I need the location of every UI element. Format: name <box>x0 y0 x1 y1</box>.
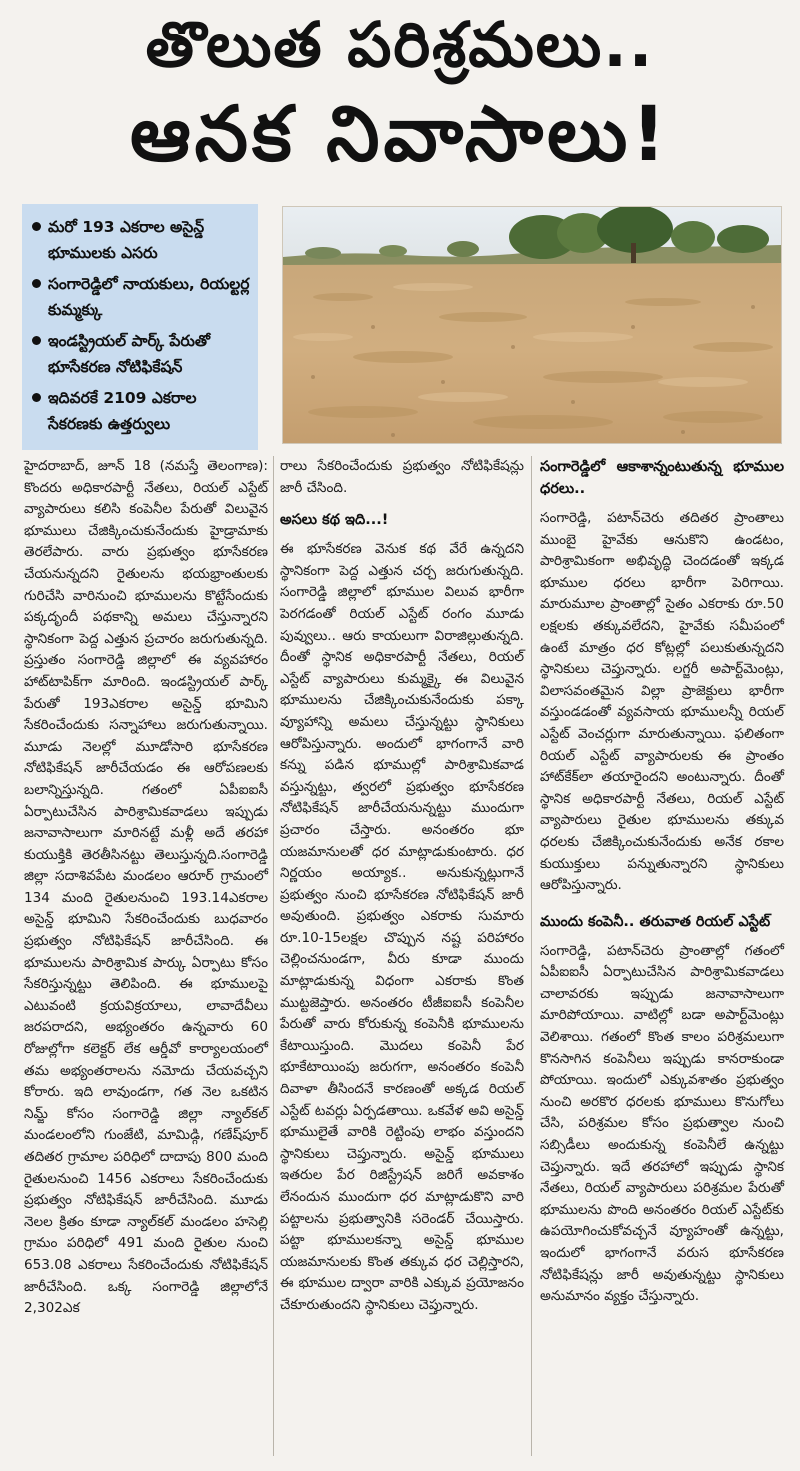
column-divider <box>531 456 532 1456</box>
subheading: సంగారెడ్డిలో ఆకాశాన్నంటుతున్న భూముల ధరలు.. <box>540 459 784 497</box>
subheading: ముందు కంపెనీ.. తరువాత రియల్ ఎస్టేట్ <box>540 913 771 930</box>
article-paragraph: సంగారెడ్డి, పటాన్‌చెరు తదితర ప్రాంతాలు ముంబై హైవేకు ఆనుకొని ఉండటం, పారిశ్రామికంగా అభివృద్ధి చెందడంతో ఇక్కడ భూముల ధరలు భారీగా పెరిగాయి. మారుమూల ప్రాంతాల్లో సైతం ఎకరాకు రూ.50 లక్షలకు తక్కువలేదని, హైవేకు సమీపంలో ఉంటే మాత్రం ధర కోట్లల్లో పలుకుతున్నదని స్థానికులు చెప్తున్నారు. లగ్జరీ అపార్ట్‌మెంట్లు, విలాసవంతమైన విల్లా ప్రాజెక్టులు భారీగా వస్తుండడంతో వ్యవసాయ భూములన్నీ రియల్ ఎస్టేట్ వెంచర్లుగా మారుతున్నాయి. ఫలితంగా రియల్ ఎస్టేట్ వ్యాపారులకు ఈ ప్రాంతం హాట్‌కేక్‌లా తయారైందని అంటున్నారు. దీంతో స్థానిక అధికారపార్టీ నేతలు, రియల్ ఎస్టేట్ వ్యాపారులు రైతుల భూములను తక్కువ ధరలకు చేజిక్కించుకునేందుకు అనేక రకాల కుయుక్తులు పన్నుతున్నారని స్థానికులు ఆరోపిస్తున్నారు. <box>540 510 784 894</box>
highlights-box <box>22 204 258 450</box>
headline-line-2: ఆనక నివాసాలు! <box>130 89 670 178</box>
article-paragraph: ఈ భూసేకరణ వెనుక కథ వేరే ఉన్నదని స్థానికంగా పెద్ద ఎత్తున చర్చ జరుగుతున్నది. సంగారెడ్డి జిల్లాలో భూముల విలువ భారీగా పెరగడంతో రియల్ ఎస్టేట్ రంగం మూడు పువ్వులు.. ఆరు కాయలుగా విరాజిల్లుతున్నది. దీంతో స్థానిక అధికారపార్టీ నేతలు, రియల్ ఎస్టేట్ వ్యాపారులు కుమ్మక్కై ఈ విలువైన భూములను చేజిక్కించుకునేందుకు పక్కా వ్యూహాన్ని అమలు చేస్తున్నట్టు స్థానికులు ఆరోపిస్తున్నారు. అందులో భాగంగానే వారి కన్ను పడిన భూముల్లో పారిశ్రామికవాడ వస్తున్నట్టు, త్వరలో ప్రభుత్వం భూసేకరణ నోటిఫికేషన్ జారీచేయనున్నట్టు ముందుగా ప్రచారం చేస్తారు. అనంతరం భూ యజమానులతో ధర మాట్లాడుకుంటారు. ధర నిర్ణయం అయ్యాక.. అనుకున్నట్లుగానే ప్రభుత్వం నుంచి భూసేకరణ నోటిఫికేషన్ జారీ అవుతుంది. ప్రభుత్వం ఎకరాకు సుమారు రూ.10-15లక్షల చొప్పున నష్ట పరిహారం చెల్లించనుండగా, వీరు కూడా ముందు మాట్లాడుకున్న విధంగా ఎకరాకు కొంత ముట్టజెప్తారు. అనంతరం టీజీఐఐసీ కంపెనీల పేరుతో వారు కోరుకున్న కంపెనీకి భూములను కేటాయిస్తుంది. మొదలు కంపెనీ పేర భూకేటాయింపు జరుగగా, అనంతరం కంపెనీ దివాళా తీసిందనే కారణంతో అక్కడ రియల్ ఎస్టేట్ టవర్లు ఏర్పడతాయి. ఒకవేళ అవి అసైన్డ్ భూములైతే వారికి రెట్టింపు లాభం వస్తుందని స్థానికులు చెప్తున్నారు. అసైన్డ్ భూములు ఇతరుల పేర రిజిస్ట్రేషన్ జరిగే అవకాశం లేనందున ముందుగా ధర మాట్లాడుకొని వారి పట్టాలను ప్రభుత్వానికి సరెండర్ చేయిస్తారు. పట్టా భూములకన్నా అసైన్డ్ భూముల యజమానులకు కొంత తక్కువ ధర చెల్లిస్తారని, ఈ భూముల ద్వారా వారికి ఎక్కువ ప్రయోజనం చేకూరుతుందని స్థానికులు చెప్తున్నారు. <box>280 541 524 1313</box>
subheading: అసలు కథ ఇది...! <box>280 512 389 529</box>
headline-line-1: తొలుత పరిశ్రమలు.. <box>145 8 655 81</box>
article-paragraph: హైదరాబాద్, జూన్ 18 (నమస్తే తెలంగాణ): కొందరు అధికారపార్టీ నేతలు, రియల్ ఎస్టేట్ వ్యాపారులు కలిసి కంపెనీల పేరుతో విలువైన భూములు చేజిక్కించుకునేందుకు హైడ్రామాకు తెరలేపారు. వారు ప్రభుత్వం భూసేకరణ చేయనున్నదని రైతులను భయభ్రాంతులకు గురిచేసి వారినుంచి భూములను కొట్టేసేందుకు పక్కదృందీ పథకాన్ని అమలు చేస్తున్నారని స్థానికంగా పెద్ద ఎత్తున ప్రచారం జరుగుతున్నది. ప్రస్తుతం సంగారెడ్డి జిల్లాలో ఈ వ్యవహారం హాట్‌టాపిక్‌గా మారింది. ఇండస్ట్రియల్ పార్క్ పేరుతో 193ఎకరాల అసైన్డ్ భూమిని సేకరించేందుకు సన్నాహాలు జరుగుతున్నాయి. మూడు నెలల్లో మూడోసారి భూసేకరణ నోటిఫికేషన్ జారీచేయడం ఈ ఆరోపణలకు బలాన్నిస్తున్నది. గతంలో ఏపీఐఐసీ ఏర్పాటుచేసిన పారిశ్రామికవాడలు ఇప్పుడు జనావాసాలుగా మారినట్టే మళ్లీ అదే తరహా కుయుక్తికి తెరతీసినట్టు తెలుస్తున్నది.సంగారెడ్డి జిల్లా సదాశివపేట మండలం ఆరూర్ గ్రామంలో 134 మంది రైతులనుంచి 193.14ఎకరాల అసైన్డ్ భూమిని సేకరించేందుకు బుధవారం ప్రభుత్వం నోటిఫికేషన్ జారీచేసింది. ఈ భూములను పారిశ్రామిక పార్కు ఏర్పాటు కోసం సేకరిస్తున్నట్టు తెలిపింది. ఈ భూములపై ఎటువంటి క్రయవిక్రయాలు, లావాదేవీలు జరపరాదని, అభ్యంతరం ఉన్నవారు 60 రోజుల్లోగా కలెక్టర్ లేక ఆర్డీవో కార్యాలయంలో తమ అభ్యంతరాలను నమోదు చేయవచ్చని కోరారు. ఇది లావుండగా, గత నెల ఒకటిన నిమ్జ్ కోసం సంగారెడ్డి జిల్లా న్యాల్‌కల్ మండలంలోని గుంజేటి, మామిడ్గి, గణేష్‌పూర్ తదితర గ్రామాల పరిధిలో దాదాపు 800 మంది రైతులనుంచి 1456 ఎకరాలు సేకరించేందుకు ప్రభుత్వం నోటిఫికేషన్ జారీచేసింది. మూడు నెలల క్రితం కూడా న్యాల్‌కల్ మండలం హసెల్లి గ్రామం పరిధిలో 491 మంది రైతుల నుంచి 653.08 ఎకరాలు సేకరించేందుకు నోటిఫికేషన్ జారీచేసింది. ఒక్క సంగారెడ్డి జిల్లాలోనే 2,302ఎక <box>24 458 268 1317</box>
article-column-2 <box>280 456 524 1317</box>
land-photo <box>282 206 782 444</box>
article-column-3 <box>540 456 784 1308</box>
highlight-item: మరో 193 ఎకరాల అసైన్డ్ భూములకు ఎసరు <box>32 214 250 266</box>
column-divider <box>273 456 274 1456</box>
article-paragraph: రాలు సేకరించేందుకు ప్రభుత్వం నోటిఫికేషన్లు జారీ చేసింది. <box>280 458 524 496</box>
article-column-1 <box>24 456 268 1320</box>
highlight-item: సంగారెడ్డిలో నాయకులు, రియల్టర్ల కుమ్మక్కు <box>32 271 250 323</box>
highlight-item: ఇండస్ట్రియల్ పార్క్ పేరుతో భూసేకరణ నోటిఫికేషన్ <box>32 328 250 380</box>
article-paragraph: సంగారెడ్డి, పటాన్‌చెరు ప్రాంతాల్లో గతంలో ఏపీఐఐసీ ఏర్పాటుచేసిన పారిశ్రామికవాడలు చాలావరకు ఇప్పుడు జనావాసాలుగా మారిపోయాయి. వాటిల్లో బడా అపార్ట్‌మెంట్లు వెలిశాయి. గతంలో కొంత కాలం పరిశ్రమలుగా కొనసాగిన కంపెనీలు ఇప్పుడు కానరాకుండా పోయాయి. ఇందులో ఎక్కువశాతం ప్రభుత్వం నుంచి అరకొర ధరలకు భూములు కొనుగోలు చేసి, పరిశ్రమల కోసం ప్రభుత్వాల నుంచి సబ్సిడీలు అందుకున్న కంపెనీలే ఉన్నట్టు చెప్తున్నారు. ఇదే తరహాలో ఇప్పుడు స్థానిక నేతలు, రియల్ వ్యాపారులు పరిశ్రమల పేరుతో భూములను పొంది అనంతరం రియల్ ఎస్టేట్‌కు ఉపయోగించుకోవచ్చనే వ్యూహంతో ఉన్నట్టు, ఇందులో భాగంగానే వరుస భూసేకరణ నోటిఫికేషన్లు జారీ అవుతున్నట్టు స్థానికులు అనుమానం వ్యక్తం చేస్తున్నారు. <box>540 942 784 1305</box>
highlight-item: ఇదివరకే 2109 ఎకరాల సేకరణకు ఉత్తర్వులు <box>32 385 250 437</box>
headline <box>0 0 800 196</box>
